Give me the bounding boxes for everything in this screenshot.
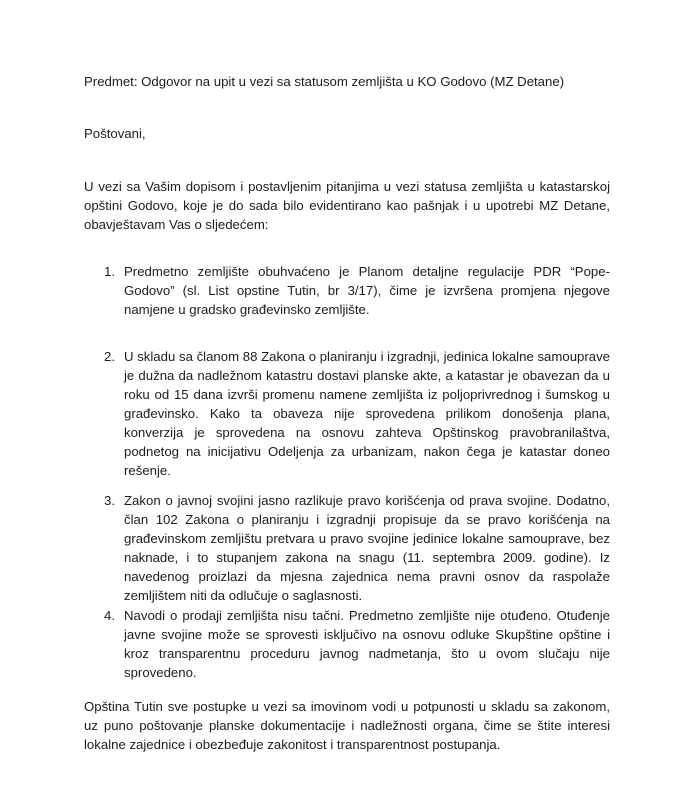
subject-line: Predmet: Odgovor na upit u vezi sa statusom zemljišta u KO Godovo (MZ Detane) xyxy=(84,74,565,89)
list-item-number: 3. xyxy=(104,493,115,508)
greeting: Poštovani, xyxy=(84,126,146,141)
list-item-text: Zakon o javnoj svojini jasno razlikuje pravo korišćenja od prava svojine. Dodatno, član 102 Zakona o planiranju i izgradnji propisuje da se pravo korišćenja na građevinskom zemljištu pretvara u pravo svojine jedinice lokalne samouprave, bez naknade, i to stupanjem zakona na snagu (11. septembra 2009. godine). Iz navedenog proizlazi da mjesna zajednica nema pravni osnov da raspolaže zemljištem niti da odlučuje o saglasnosti. xyxy=(124,493,610,603)
closing-paragraph: Opština Tutin sve postupke u vezi sa imovinom vodi u potpunosti u skladu sa zakonom, uz puno poštovanje planske dokumentacije i nadležnosti organa, čime se štite interesi lokalne zajednice i obezbeđuje zakonitost i transparentnost postupanja. xyxy=(84,699,610,752)
list-item-text: Predmetno zemljište obuhvaćeno je Planom detaljne regulacije PDR “Pope-Godovo” (sl. List opstine Tutin, br 3/17), čime je izvršena promjena njegove namjene u gradsko građevinsko zemljište. xyxy=(124,264,610,317)
list-item xyxy=(104,491,610,605)
list-item-text: U skladu sa članom 88 Zakona o planiranju i izgradnji, jedinica lokalne samouprave je dužna da nadležnom katastru dostavi planske akte, a katastar je obavezan da u roku od 15 dana izvrši promenu namene zemljišta iz poljoprivrednog i šumskog u građevinsko. Kako ta obaveza nije sprovedena prilikom donošenja plana, konverzija je sprovedena na osnovu zahteva Opštinskog pravobranilaštva, podnetog na inicijativu Odeljenja za urbanizam, nakon čega je katastar doneo rešenje. xyxy=(124,349,611,478)
list-item xyxy=(104,262,610,319)
intro-paragraph: U vezi sa Vašim dopisom i postavljenim pitanjima u vezi statusa zemljišta u katastarskoj opštini Godovo, koje je do sada bilo evidentirano kao pašnjak i u upotrebi MZ Detane, obavještavam Vas o sljedećem: xyxy=(84,179,610,232)
list-item-number: 2. xyxy=(104,349,115,364)
list-item-text: Navodi o prodaji zemljišta nisu tačni. Predmetno zemljište nije otuđeno. Otuđenje javne svojine može se sprovesti isključivo na osnovu odluke Skupštine opštine i kroz transparentnu proceduru javnog nadmetanja, što u ovom slučaju nije sprovedeno. xyxy=(124,608,610,680)
list-item xyxy=(104,606,610,682)
list-item-number: 4. xyxy=(104,608,115,623)
list-item-number: 1. xyxy=(104,264,115,279)
list-item xyxy=(104,347,610,480)
